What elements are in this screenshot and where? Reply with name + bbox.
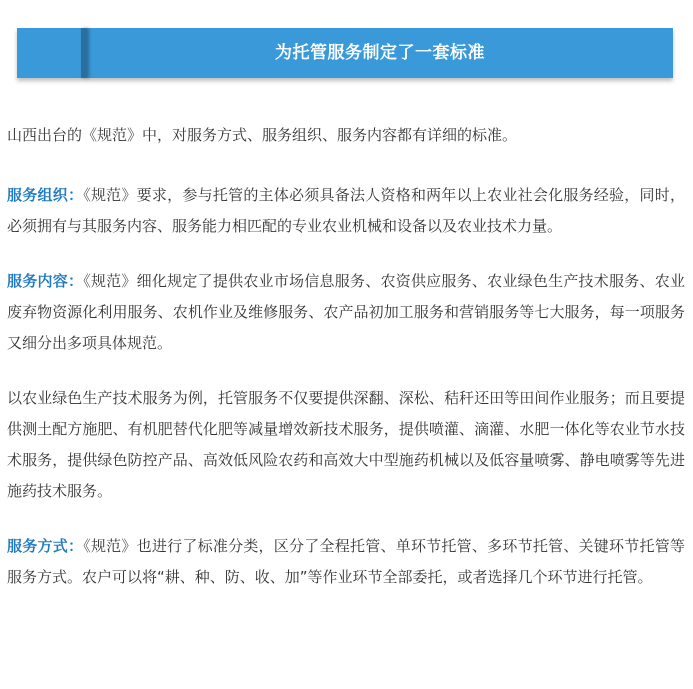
service-organization-paragraph <box>7 180 685 242</box>
section-title: 为托管服务制定了一套标准 <box>275 43 485 63</box>
intro-paragraph: 山西出台的《规范》中，对服务方式、服务组织、服务内容都有详细的标准。 <box>7 126 518 144</box>
service-method-text: 《规范》也进行了标准分类，区分了全程托管、单环节托管、多环节托管、关键环节托管等服务方式。农户可以将“耕、种、防、收、加”等作业环节全部委托，或者选择几个环节进行托管。 <box>7 537 685 586</box>
service-content-text: 《规范》细化规定了提供农业市场信息服务、农资供应服务、农业绿色生产技术服务、农业废弃物资源化利用服务、农机作业及维修服务、农产品初加工服务和营销服务等七大服务，每一项服务又细分出多项具体规范。 <box>7 272 685 352</box>
service-content-paragraph <box>7 266 685 359</box>
service-content-label: 服务内容： <box>7 272 84 290</box>
example-paragraph: 以农业绿色生产技术服务为例，托管服务不仅要提供深翻、深松、秸秆还田等田间作业服务；而且要提供测土配方施肥、有机肥替代化肥等减量增效新技术服务，提供喷灌、滴灌、水肥一体化等农业节水技术服务，提供绿色防控产品、高效低风险农药和高效大中型施药机械以及低容量喷雾、静电喷雾等先进施药技术服务。 <box>7 389 685 500</box>
service-method-label: 服务方式： <box>7 537 84 555</box>
section-header-banner <box>17 28 673 78</box>
service-method-paragraph <box>7 531 685 593</box>
service-organization-text: 《规范》要求，参与托管的主体必须具备法人资格和两年以上农业社会化服务经验，同时，必须拥有与其服务内容、服务能力相匹配的专业农业机械和设备以及农业技术力量。 <box>7 186 685 235</box>
service-organization-label: 服务组织： <box>7 186 84 204</box>
article-body <box>7 120 685 617</box>
